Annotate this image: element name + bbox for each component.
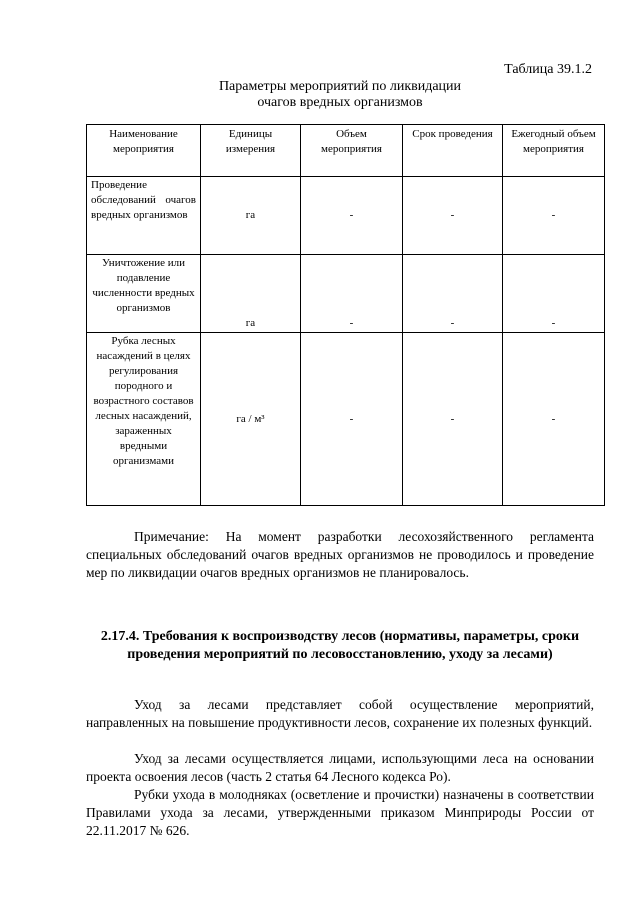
table-note: Примечание: На момент разработки лесохозяйственного регламента специальных обследований очагов вредных организмов не проводилось и проведение мер по ликвидации очагов вредных организмов не планировалось. xyxy=(86,529,594,580)
table-row xyxy=(87,177,605,255)
header-term: Срок проведения xyxy=(403,125,503,177)
parameters-table xyxy=(86,124,605,506)
row-volume: - xyxy=(301,177,403,255)
table-number: Таблица 39.1.2 xyxy=(504,62,592,77)
row-unit: га xyxy=(201,255,301,333)
row-volume: - xyxy=(301,333,403,506)
section-heading: 2.17.4. Требования к воспроизводству лесов (нормативы, параметры, сроки проведения мероприятий по лесовосстановлению, уходу за лесами) xyxy=(100,629,580,662)
row-term: - xyxy=(403,255,503,333)
table-header-row xyxy=(87,125,605,177)
row-name: Уничтожение или подавление численности вредных организмов xyxy=(87,255,201,333)
row-term: - xyxy=(403,177,503,255)
table-title-line-1: Параметры мероприятий по ликвидации xyxy=(218,79,462,94)
paragraph-3: Рубки ухода в молодняках (осветление и прочистки) назначены в соответствии Правилами ухода за лесами, утвержденными приказом Минприроды России от 22.11.2017 № 626. xyxy=(86,787,594,838)
table-title xyxy=(160,79,520,111)
row-annual: - xyxy=(503,333,605,506)
table-title-line-2: очагов вредных организмов xyxy=(257,95,423,110)
row-name: Рубка лесных насаждений в целях регулирования породного и возрастного составов лесных насаждений, зараженных вредными организмами xyxy=(87,333,201,506)
row-annual: - xyxy=(503,255,605,333)
paragraph-2: Уход за лесами осуществляется лицами, использующими леса на основании проекта освоения лесов (часть 2 статья 64 Лесного кодекса Ро). xyxy=(86,751,594,784)
row-unit: га / м³ xyxy=(201,333,301,506)
row-unit: га xyxy=(201,177,301,255)
row-annual: - xyxy=(503,177,605,255)
paragraph-1: Уход за лесами представляет собой осуществление мероприятий, направленных на повышение продуктивности лесов, сохранение их полезных функций. xyxy=(86,697,594,730)
header-annual: Ежегодный объем мероприятия xyxy=(503,125,605,177)
row-name: Проведение обследований очагов вредных организмов xyxy=(87,177,201,255)
header-name: Наименование мероприятия xyxy=(87,125,201,177)
header-unit: Единицы измерения xyxy=(201,125,301,177)
row-volume: - xyxy=(301,255,403,333)
row-term: - xyxy=(403,333,503,506)
table-row xyxy=(87,255,605,333)
table-row xyxy=(87,333,605,506)
header-volume: Объем мероприятия xyxy=(301,125,403,177)
